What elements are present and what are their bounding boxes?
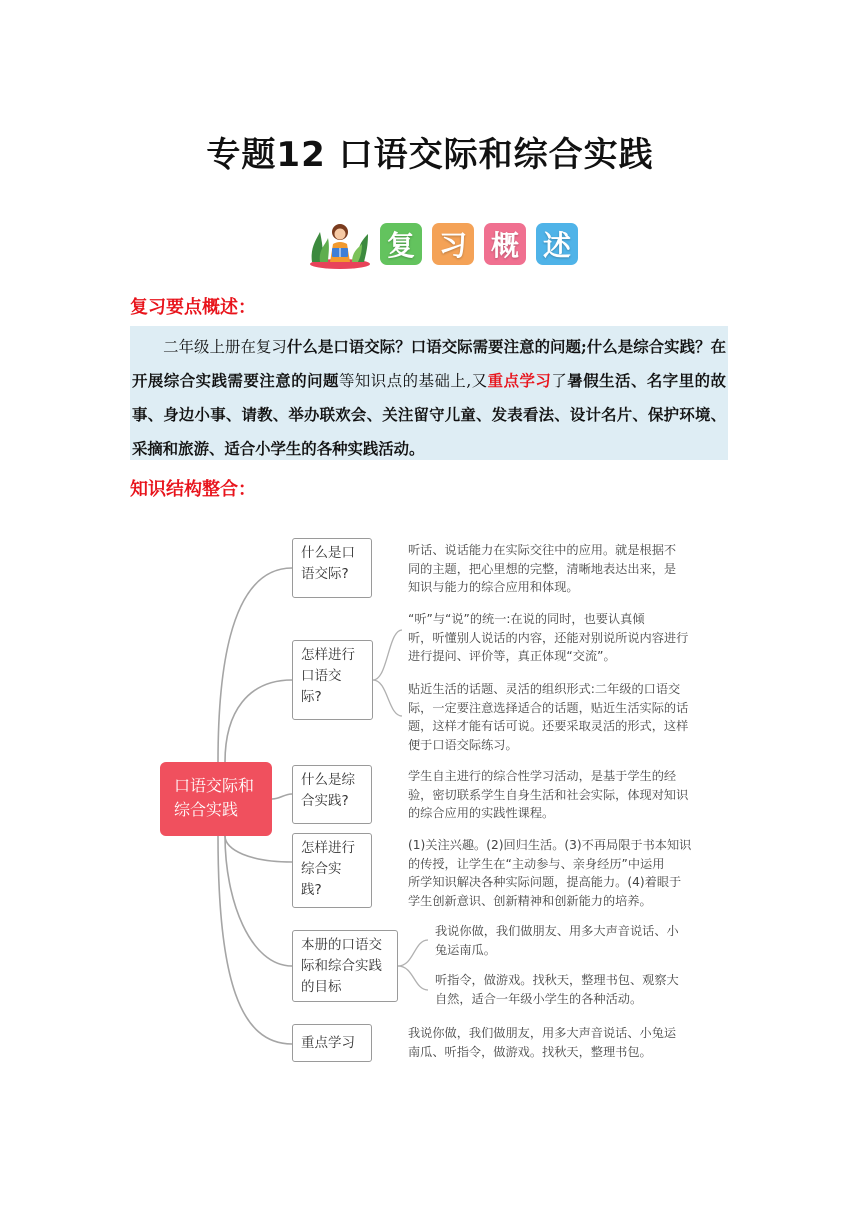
leaf-line: 的传授，让学生在“主动参与、亲身经历”中运用 (408, 856, 665, 871)
branch-how-practice (292, 833, 372, 908)
leaf-line: 听，听懂别人说话的内容，还能对别说所说内容进行 (408, 630, 689, 645)
summary-text-bold-2: 暑假生活、名字里的故事、身边小事、请教、举办联欢会、关注留守儿童、发表看法、设计名片、保护环境、采摘和旅游、适合小学生的各种实践活动。 (132, 372, 726, 458)
leaf-line: 听指令，做游戏。找秋天，整理书包、观察大 (435, 973, 679, 987)
branch-label-line: 践? (301, 882, 322, 898)
summary-text-3: 了 (551, 372, 568, 390)
leaf-goals-2 (435, 971, 679, 1008)
reading-girl-illustration (306, 218, 374, 270)
root-line-2: 综合实践 (174, 800, 239, 819)
review-summary-heading: 复习要点概述： (130, 297, 256, 318)
branch-key-learning (292, 1024, 372, 1062)
review-summary-box (130, 326, 728, 460)
leaf-line: 听话、说话能力在实际交往中的应用。就是根据不 (408, 543, 677, 557)
summary-key-learning: 重点学习 (487, 372, 552, 390)
leaf-line: 自然，适合一年级小学生的各种活动。 (435, 991, 643, 1006)
branch-label-line: 重点学习 (301, 1035, 355, 1051)
review-overview-banner (306, 218, 588, 270)
mindmap-root (160, 762, 272, 836)
leaf-how-practice (408, 836, 691, 910)
leaf-line: 学生自主进行的综合性学习活动，是基于学生的经 (408, 769, 677, 783)
branch-label-line: 怎样进行 (301, 840, 355, 856)
leaf-line: 验，密切联系学生自身生活和社会实际，体现对知识 (408, 787, 689, 802)
leaf-key-learning (408, 1024, 676, 1061)
branch-label-line: 综合实 (301, 861, 342, 877)
branch-label-line: 语交际? (301, 566, 349, 582)
page-title: 专题12 口语交际和综合实践 (206, 135, 654, 175)
branch-label-line: 的目标 (301, 979, 342, 995)
branch-label-line: 本册的口语交 (301, 937, 382, 953)
leaf-line: 进行提问、评价等，真正体现“交流”。 (408, 649, 616, 663)
branch-how-oral-communication (292, 640, 373, 720)
leaf-line: (1)关注兴趣。(2)回归生活。(3)不再局限于书本知识 (408, 838, 692, 852)
leaf-line: 同的主题，把心里想的完整，清晰地表达出来，是 (408, 561, 677, 576)
summary-text-2: 等知识点的基础上,又 (338, 372, 488, 390)
leaf-line: 我说你做，我们做朋友、用多大声音说话、小 (435, 924, 679, 938)
branch-label-line: 什么是口 (301, 545, 355, 561)
banner-tile-3: 概 (484, 223, 526, 265)
leaf-line: 际，一定要注意选择适合的话题，贴近生活实际的话 (408, 700, 689, 715)
knowledge-structure-heading: 知识结构整合： (130, 479, 256, 500)
summary-text-bold-1: 什么是口语交际？口语交际需要注意的问题;什么是综合实践？在开展综合实践需要注意的问题 (132, 338, 726, 390)
leaf-line: 兔运南瓜。 (435, 942, 496, 957)
branch-label-line: 口语交 (301, 668, 342, 684)
leaf-line: 南瓜、听指令，做游戏。找秋天，整理书包。 (408, 1044, 652, 1059)
root-line-1: 口语交际和 (174, 776, 255, 795)
leaf-line: 便于口语交际练习。 (408, 737, 518, 752)
branch-label-line: 什么是综 (301, 772, 355, 788)
leaf-line: 所学知识解决各种实际问题，提高能力。(4)着眼于 (408, 875, 682, 889)
branch-label-line: 合实践? (301, 793, 349, 809)
leaf-line: 的综合应用的实践性课程。 (408, 806, 555, 820)
leaf-what-is-practice (408, 767, 688, 823)
banner-tile-4: 述 (536, 223, 578, 265)
leaf-line: 知识与能力的综合应用和体现。 (408, 580, 579, 594)
branch-label-line: 际和综合实践 (301, 958, 382, 974)
leaf-life-topics (408, 680, 688, 754)
leaf-line: 我说你做，我们做朋友，用多大声音说话、小兔运 (408, 1026, 677, 1040)
branch-label-line: 际? (301, 689, 322, 705)
branch-label-line: 怎样进行 (301, 647, 355, 663)
leaf-goals-1 (435, 922, 679, 959)
banner-tile-1: 复 (380, 223, 422, 265)
leaf-what-is-oral-communication (408, 541, 676, 597)
leaf-line: “听”与“说”的统一:在说的同时，也要认真倾 (408, 612, 645, 626)
leaf-line: 题，这样才能有话可说。还要采取灵活的形式，这样 (408, 719, 689, 733)
leaf-line: 学生创新意识、创新精神和创新能力的培养。 (408, 893, 652, 908)
leaf-listen-and-speak (408, 610, 688, 666)
banner-tile-2: 习 (432, 223, 474, 265)
summary-text-1: 二年级上册在复习 (163, 338, 287, 356)
branch-volume-goals (292, 930, 398, 1002)
branch-what-is-practice (292, 765, 372, 824)
branch-what-is-oral-communication (292, 538, 372, 598)
leaf-line: 贴近生活的话题、灵活的组织形式:二年级的口语交 (408, 682, 681, 696)
